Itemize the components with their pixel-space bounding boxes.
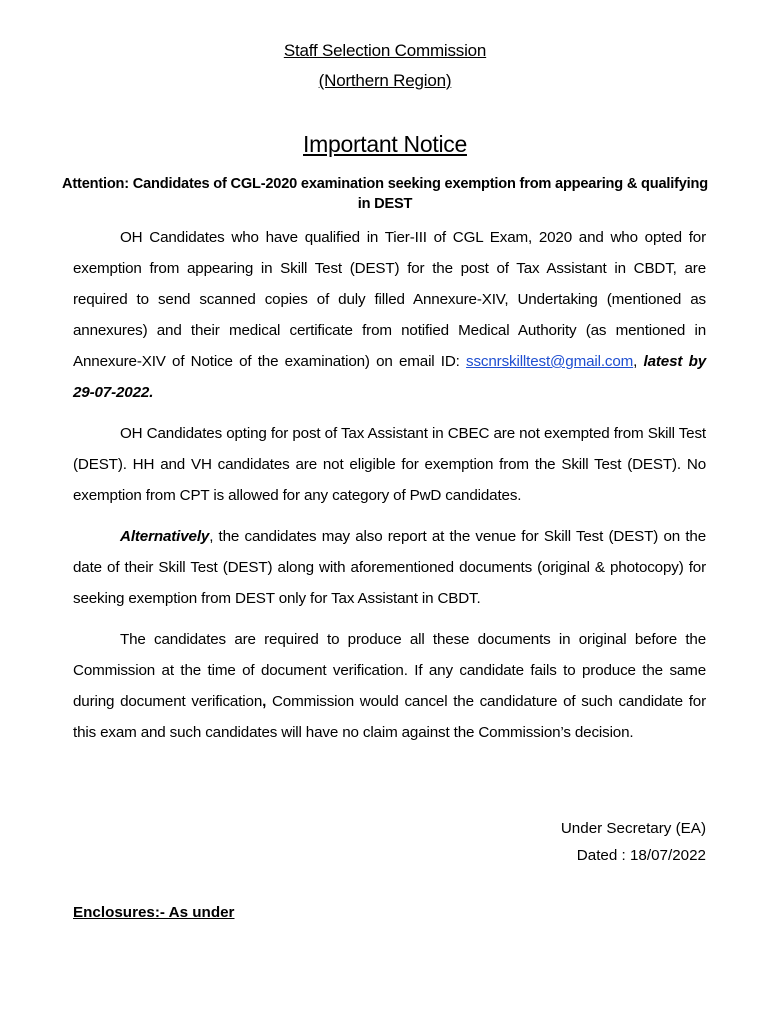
email-link[interactable]: sscnrskilltest@gmail.com	[466, 353, 634, 370]
alternatively-lead: Alternatively	[120, 528, 210, 545]
paragraph-4-text-b: Commission would cancel the candidature of such candidate for this exam and such candidates will have no claim against the Commission’s decision.	[73, 693, 706, 741]
paragraph-4-text-a: The candidates are required to produce all these documents in original before the Commission at the time of document verification. If any candidate fails to produce the same during document verification	[73, 631, 706, 710]
paragraph-1	[73, 222, 706, 408]
paragraph-3-text: , the candidates may also report at the venue for Skill Test (DEST) on the date of their Skill Test (DEST) along with aforementioned documents (original & photocopy) for seeking exemption from DEST only for Tax Assistant in CBDT.	[73, 528, 706, 607]
paragraph-3	[73, 521, 706, 614]
org-name: Staff Selection Commission	[283, 41, 487, 60]
page-title: Important Notice	[303, 131, 467, 157]
attention-heading: Attention: Candidates of CGL-2020 examination seeking exemption from appearing & qualifying in DEST	[62, 176, 708, 212]
enclosures-label: Enclosures:- As under	[73, 904, 235, 921]
paragraph-1-text: OH Candidates who have qualified in Tier-III of CGL Exam, 2020 and who opted for exemption from appearing in Skill Test (DEST) for the post of Tax Assistant in CBDT, are required to send scanned copies of duly filled Annexure-XIV, Undertaking (mentioned as annexures) and their medical certificate from notified Medical Authority (as mentioned in Annexure-XIV of Notice of the examination) on email ID:	[73, 229, 706, 370]
signatory-designation: Under Secretary (EA)	[560, 820, 706, 837]
paragraph-4-comma: ,	[262, 693, 267, 710]
region-name: (Northern Region)	[318, 71, 452, 90]
paragraph-2: OH Candidates opting for post of Tax Assistant in CBEC are not exempted from Skill Test (DEST). HH and VH candidates are not eligible for exemption from the Skill Test (DEST). No exemption from CPT is allowed for any category of PwD candidates.	[73, 425, 706, 504]
signature-date: Dated : 18/07/2022	[576, 847, 706, 864]
paragraph-4	[73, 624, 706, 748]
deadline-text: latest by 29-07-2022.	[73, 353, 706, 401]
email-separator: ,	[633, 353, 644, 370]
